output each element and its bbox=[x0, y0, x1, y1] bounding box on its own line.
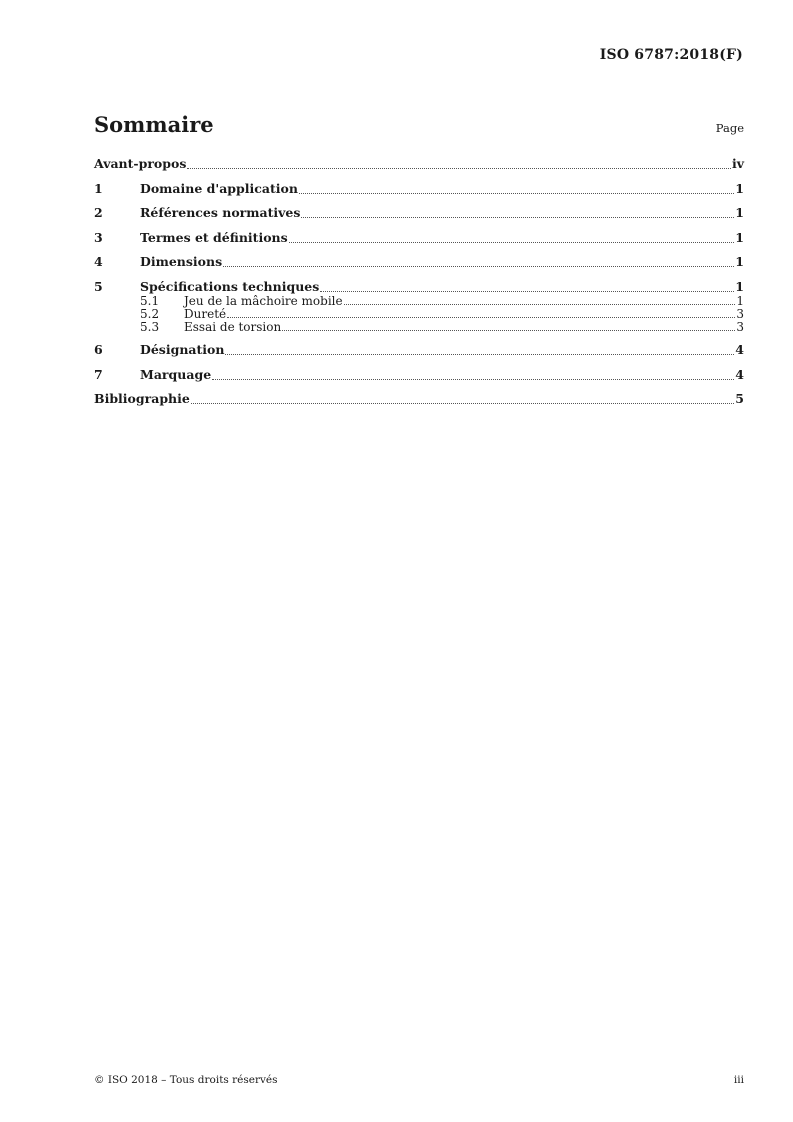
toc-entry-termes[interactable] bbox=[94, 230, 744, 246]
toc-subentry-durete[interactable] bbox=[94, 308, 744, 321]
toc-entry-specifications[interactable] bbox=[94, 279, 744, 295]
toc-entry-page: 5 bbox=[735, 391, 744, 406]
toc-entry-domaine[interactable] bbox=[94, 181, 744, 197]
toc-entry-text: Marquage bbox=[140, 366, 212, 382]
toc-entry-page: 1 bbox=[735, 205, 744, 220]
toc-entry-text: Désignation bbox=[140, 342, 225, 357]
toc-leader-dots bbox=[282, 329, 735, 331]
toc-leader-dots bbox=[187, 167, 731, 169]
toc-entry-page: 1 bbox=[735, 254, 744, 269]
toc-entry-page: 1 bbox=[735, 180, 744, 196]
toc-entry-page: 3 bbox=[736, 306, 744, 321]
toc-entry-text: Dimensions bbox=[140, 254, 223, 269]
toc-entry-bibliographie[interactable] bbox=[94, 391, 744, 407]
toc-leader-dots bbox=[191, 402, 734, 404]
toc-page-column-label: Page bbox=[715, 121, 744, 135]
toc-title-row bbox=[94, 112, 744, 137]
toc-entry-number: 2 bbox=[94, 205, 103, 220]
toc-entry-number: 3 bbox=[94, 229, 103, 245]
toc-entry-text: Bibliographie bbox=[94, 391, 190, 406]
toc-leader-dots bbox=[289, 241, 735, 243]
toc-leader-dots bbox=[344, 303, 736, 305]
toc-entry-page: 4 bbox=[735, 366, 744, 382]
toc-leader-dots bbox=[227, 316, 735, 318]
toc-entry-page: 4 bbox=[735, 342, 744, 357]
page-number: iii bbox=[733, 1074, 744, 1086]
toc-leader-dots bbox=[301, 216, 734, 218]
toc-entry-page: 3 bbox=[736, 319, 744, 334]
table-of-contents bbox=[94, 156, 744, 407]
toc-leader-dots bbox=[223, 265, 734, 267]
page-footer bbox=[94, 1074, 744, 1086]
toc-leader-dots bbox=[320, 290, 734, 292]
toc-entry-text: Termes et définitions bbox=[140, 229, 288, 245]
toc-entry-text: Domaine d'application bbox=[140, 180, 298, 196]
toc-entry-designation[interactable] bbox=[94, 342, 744, 358]
toc-entry-number: 1 bbox=[94, 180, 103, 196]
toc-entry-number: 4 bbox=[94, 254, 103, 269]
toc-entry-text: Dureté bbox=[184, 306, 227, 321]
toc-leader-dots bbox=[225, 353, 734, 355]
toc-entry-number: 6 bbox=[94, 342, 103, 357]
toc-entry-dimensions[interactable] bbox=[94, 254, 744, 270]
toc-title: Sommaire bbox=[94, 112, 214, 137]
toc-entry-text: Jeu de la mâchoire mobile bbox=[184, 293, 343, 308]
toc-entry-page: 1 bbox=[735, 229, 744, 245]
toc-subentry-jeu[interactable] bbox=[94, 295, 744, 308]
toc-entry-text: Références normatives bbox=[140, 205, 301, 220]
toc-entry-page: 1 bbox=[736, 293, 744, 308]
toc-entry-page: 1 bbox=[735, 278, 744, 294]
toc-subentry-torsion[interactable] bbox=[94, 321, 744, 334]
document-id-header: ISO 6787:2018(F) bbox=[599, 47, 743, 63]
toc-entry-text: Essai de torsion bbox=[184, 319, 282, 334]
copyright-notice: © ISO 2018 – Tous droits réservés bbox=[94, 1074, 278, 1086]
toc-entry-text: Spécifications techniques bbox=[140, 278, 320, 294]
toc-leader-dots bbox=[299, 192, 734, 194]
toc-entry-number: 7 bbox=[94, 366, 103, 382]
toc-entry-references[interactable] bbox=[94, 205, 744, 221]
toc-entry-page: iv bbox=[731, 156, 744, 171]
toc-entry-number: 5.3 bbox=[140, 319, 160, 334]
toc-entry-text: Avant-propos bbox=[94, 156, 187, 171]
toc-entry-number: 5 bbox=[94, 278, 103, 294]
toc-entry-number: 5.1 bbox=[140, 293, 160, 308]
toc-entry-number: 5.2 bbox=[140, 306, 160, 321]
toc-entry-avant-propos[interactable] bbox=[94, 156, 744, 172]
toc-entry-marquage[interactable] bbox=[94, 367, 744, 383]
toc-leader-dots bbox=[212, 378, 734, 380]
